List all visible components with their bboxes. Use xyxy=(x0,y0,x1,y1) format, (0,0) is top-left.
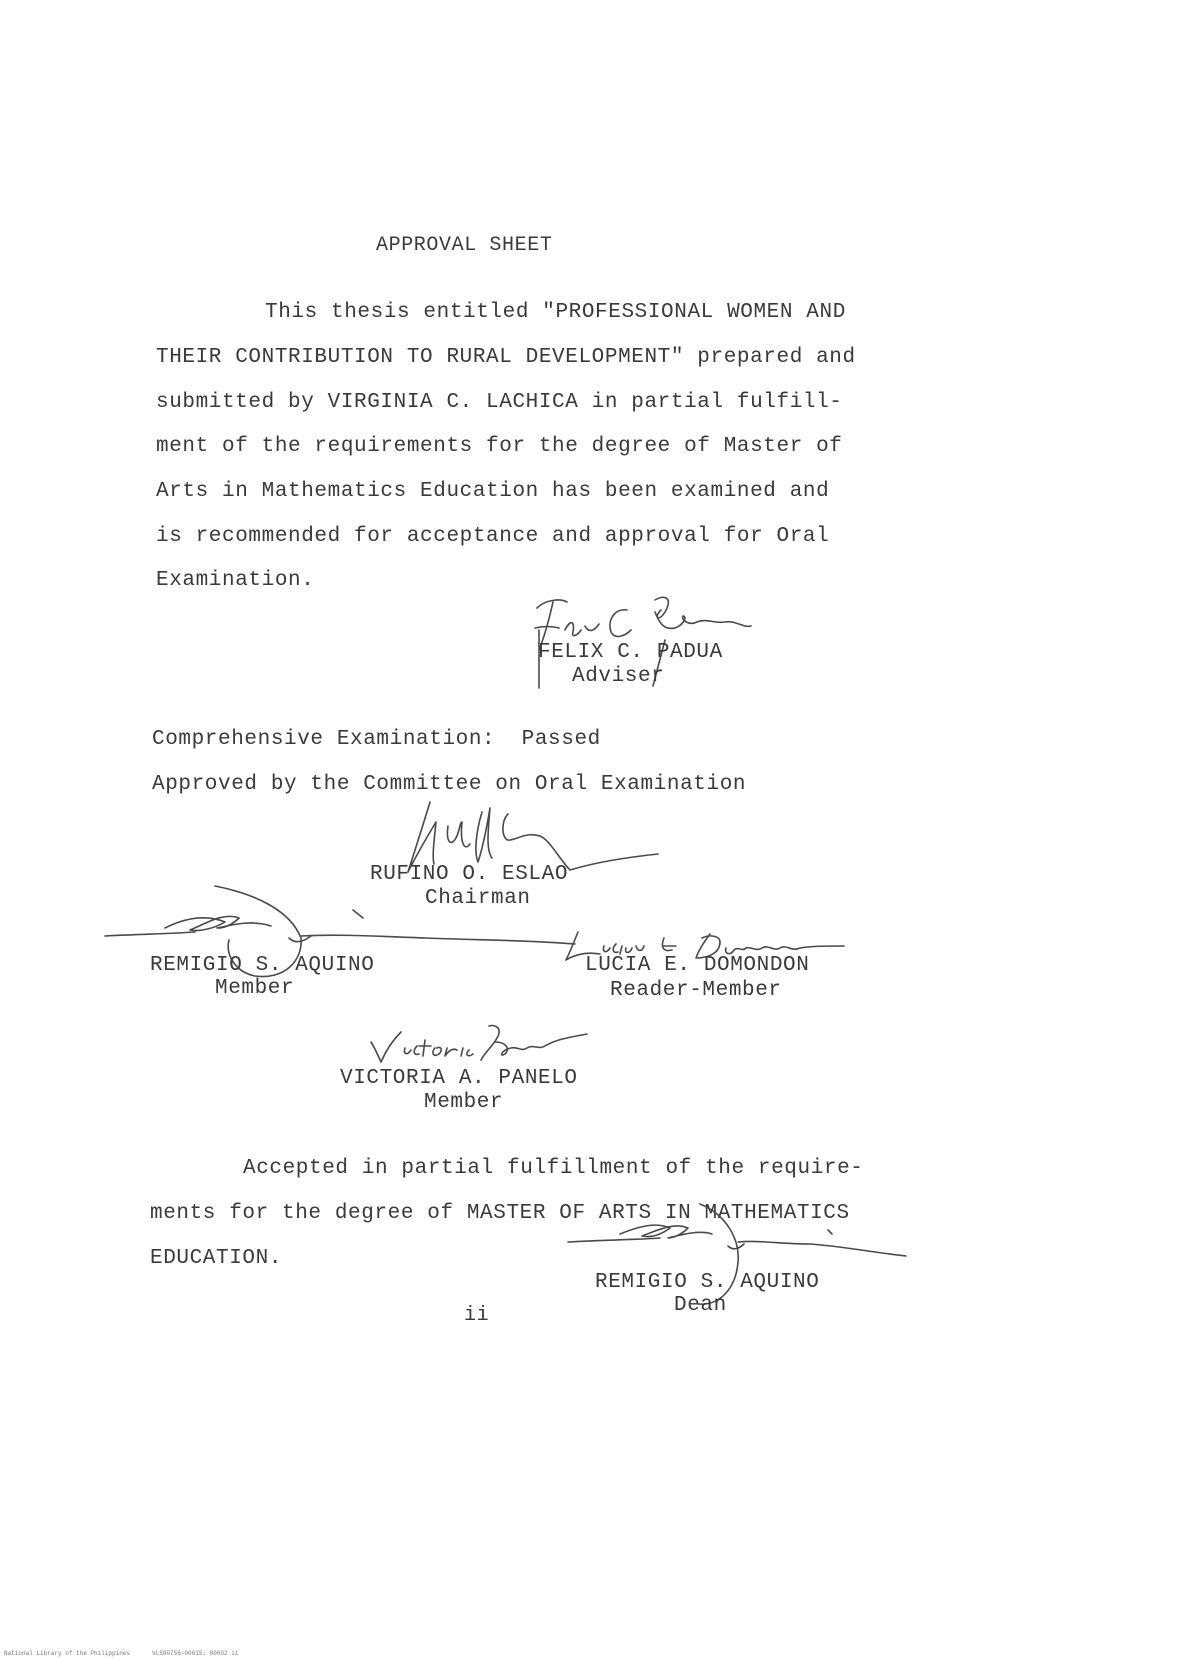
adviser-name: FELIX C. PADUA xyxy=(538,641,723,664)
body-line: THEIR CONTRIBUTION TO RURAL DEVELOPMENT" prepared and xyxy=(156,346,856,369)
reader-member-role: Reader-Member xyxy=(610,979,782,1002)
body-line: ment of the requirements for the degree of Master of xyxy=(156,435,843,458)
member-left-name: REMIGIO S. AQUINO xyxy=(150,954,375,977)
member-bottom-name: VICTORIA A. PANELO xyxy=(340,1067,578,1090)
dean-signature xyxy=(560,1200,910,1315)
document-title: APPROVAL SHEET xyxy=(376,234,553,257)
body-line: Arts in Mathematics Education has been examined and xyxy=(156,480,830,503)
chairman-name: RUFINO O. ESLAO xyxy=(370,863,569,886)
acceptance-line: ments for the degree of MASTER OF ARTS IN MATHEMATICS xyxy=(150,1202,850,1225)
acceptance-line: Accepted in partial fulfillment of the require- xyxy=(243,1157,864,1180)
reader-member-name: LUCIA E. DOMONDON xyxy=(585,954,810,977)
adviser-role: Adviser xyxy=(572,665,665,688)
body-line: This thesis entitled "PROFESSIONAL WOMEN AND xyxy=(265,301,846,324)
member-left-role: Member xyxy=(215,977,295,1000)
footer-right: VLS00756-00015: 00002 ii xyxy=(152,1650,239,1657)
footer-left: National Library of the Philippines xyxy=(4,1650,131,1657)
dean-role: Dean xyxy=(674,1294,727,1317)
comprehensive-exam-status: Comprehensive Examination: Passed xyxy=(152,728,601,751)
body-line: is recommended for acceptance and approval for Oral xyxy=(156,525,830,548)
body-line: submitted by VIRGINIA C. LACHICA in partial fulfill- xyxy=(156,391,843,414)
member-bottom-signature xyxy=(365,1018,595,1074)
chairman-role: Chairman xyxy=(425,887,531,910)
dean-name: REMIGIO S. AQUINO xyxy=(595,1271,820,1294)
member-bottom-role: Member xyxy=(424,1091,504,1114)
committee-heading: Approved by the Committee on Oral Examination xyxy=(152,773,747,796)
page-number: ii xyxy=(464,1304,490,1327)
body-line: Examination. xyxy=(156,569,315,592)
acceptance-line: EDUCATION. xyxy=(150,1247,283,1270)
